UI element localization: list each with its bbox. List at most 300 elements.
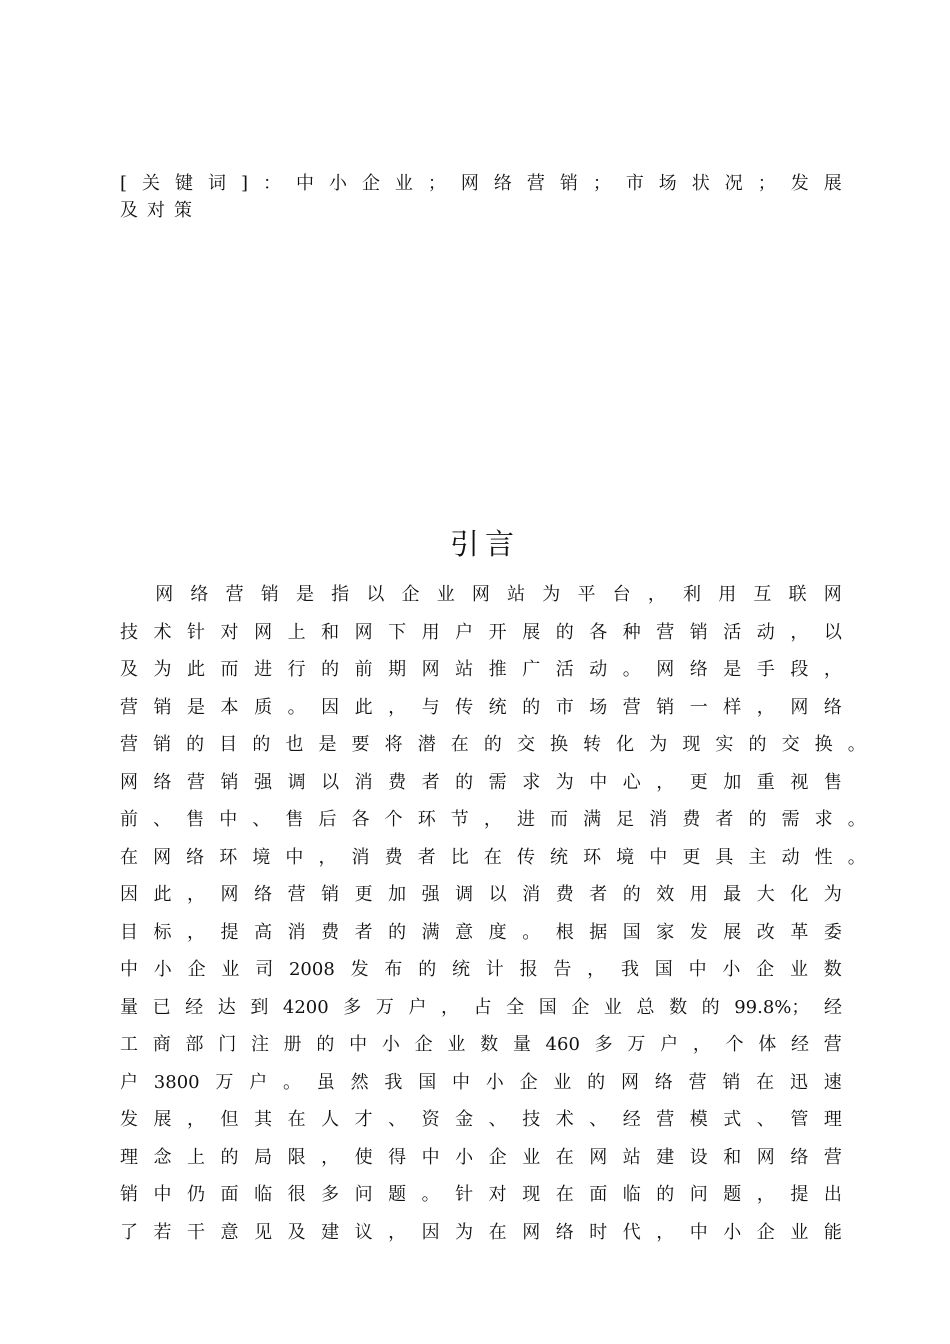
text-token: 本: [220, 696, 239, 718]
text-token: 况: [724, 173, 743, 194]
text-token: 售: [186, 809, 205, 830]
text-token: 网: [153, 846, 172, 868]
text-token: 术: [153, 621, 172, 643]
text-token: 小: [381, 1034, 400, 1055]
text-token: 因: [321, 696, 340, 718]
text-token: 、: [153, 809, 172, 830]
text-token: ，: [388, 1221, 407, 1243]
text-token: 网: [656, 659, 675, 680]
text-token: 心: [622, 771, 641, 793]
text-token: 占: [473, 996, 492, 1018]
body-line: [120, 801, 866, 839]
text-token: 、: [252, 809, 271, 830]
text-token: 据: [589, 921, 608, 943]
body-line: [120, 764, 842, 802]
text-token: 上: [287, 621, 306, 643]
text-token: 业: [394, 173, 413, 194]
text-token: 模: [689, 1109, 708, 1130]
text-token: 络: [823, 696, 842, 718]
text-token: 的: [321, 659, 340, 680]
text-token: 换: [550, 734, 569, 755]
text-token: 的: [701, 996, 720, 1018]
text-token: 户: [660, 1034, 679, 1055]
body-line: [120, 989, 842, 1027]
text-token: 传: [516, 846, 535, 868]
text-token: 质: [254, 696, 273, 718]
text-token: 技: [522, 1109, 541, 1130]
text-token: 量: [120, 996, 138, 1018]
text-token: 络: [555, 1221, 574, 1243]
text-token: 而: [220, 659, 239, 680]
text-token: ，: [187, 921, 206, 943]
text-token: 业: [553, 1071, 572, 1093]
text-token: 题: [723, 1184, 742, 1205]
text-token: 的: [418, 959, 437, 980]
text-token: 费: [321, 921, 340, 943]
text-token: ，: [483, 809, 502, 830]
text-token: 在: [555, 1146, 574, 1168]
text-token: 问: [689, 1184, 708, 1205]
body-line: [120, 914, 842, 952]
text-token: 营: [120, 696, 138, 718]
keywords-line-2: [120, 197, 842, 224]
text-token: [: [120, 173, 128, 194]
text-token: 2008: [288, 959, 335, 980]
text-token: 经: [791, 1034, 810, 1055]
text-token: 发: [350, 959, 369, 980]
text-token: 中: [219, 809, 238, 830]
text-token: 的: [748, 734, 767, 755]
text-token: ，: [823, 659, 842, 680]
text-token: 强: [421, 884, 440, 905]
text-token: 的: [186, 734, 205, 755]
text-token: 活: [555, 659, 574, 680]
text-token: 然: [350, 1071, 369, 1093]
text-token: 是: [295, 584, 314, 605]
text-token: 环: [583, 846, 602, 868]
text-token: 但: [220, 1109, 239, 1130]
text-token: 册: [283, 1034, 302, 1055]
text-token: 门: [218, 1034, 237, 1055]
text-token: 改: [756, 921, 775, 943]
text-token: 词: [207, 173, 226, 194]
text-token: 、: [589, 1109, 608, 1130]
text-token: 平: [577, 584, 596, 605]
body-line: [120, 839, 866, 877]
text-token: 目: [120, 921, 138, 943]
text-token: ；: [592, 173, 611, 194]
text-token: 售: [285, 809, 304, 830]
text-token: 潜: [417, 734, 436, 755]
text-token: 站: [507, 584, 526, 605]
text-token: 和: [723, 1146, 742, 1168]
body-line: [120, 1176, 842, 1214]
text-token: 的: [220, 1146, 239, 1168]
text-token: 最: [723, 884, 742, 905]
text-token: 时: [589, 1221, 608, 1243]
text-token: 目: [219, 734, 238, 755]
body-line: [120, 576, 842, 614]
text-token: 消: [354, 771, 373, 793]
text-token: 我: [384, 1071, 403, 1093]
text-token: 加: [723, 771, 742, 793]
text-token: 布: [384, 959, 403, 980]
text-token: 销: [120, 1184, 138, 1205]
text-token: 统: [451, 959, 470, 980]
text-token: 面: [220, 1184, 239, 1205]
text-token: 革: [790, 921, 809, 943]
text-token: 在: [488, 1221, 507, 1243]
text-token: 动: [781, 846, 800, 868]
text-token: 商: [152, 1034, 171, 1055]
text-token: 强: [254, 771, 273, 793]
text-token: 消: [287, 921, 306, 943]
text-token: 视: [790, 771, 809, 793]
text-token: 更: [682, 846, 701, 868]
text-token: 段: [790, 659, 809, 680]
text-token: 络: [689, 659, 708, 680]
text-token: 和: [321, 621, 340, 643]
text-token: 络: [493, 173, 512, 194]
text-token: 中: [421, 1146, 440, 1168]
text-token: 费: [384, 846, 403, 868]
text-token: 场: [589, 696, 608, 718]
text-token: 。: [847, 809, 866, 830]
text-token: 销: [559, 173, 578, 194]
text-token: 营: [287, 884, 306, 905]
body-line: [120, 1139, 842, 1177]
text-token: 销: [153, 696, 172, 718]
text-token: 度: [488, 921, 507, 943]
text-token: 更: [354, 884, 373, 905]
keywords-line-1: [120, 170, 842, 197]
keywords: [120, 170, 842, 224]
text-token: 。: [421, 1184, 440, 1205]
text-token: 行: [287, 659, 306, 680]
text-token: 虽: [316, 1071, 335, 1093]
text-token: 求: [814, 809, 833, 830]
text-token: 速: [823, 1071, 842, 1093]
text-token: 的: [483, 734, 502, 755]
text-token: 在: [756, 1071, 775, 1093]
text-token: 将: [384, 734, 403, 755]
text-token: 重: [756, 771, 775, 793]
text-token: 告: [553, 959, 572, 980]
text-token: 体: [758, 1034, 777, 1055]
text-token: 。: [847, 734, 866, 755]
text-token: 费: [388, 771, 407, 793]
text-token: 后: [318, 809, 337, 830]
body-line: [120, 1064, 842, 1102]
text-token: [120, 576, 138, 614]
text-token: 量: [512, 1034, 531, 1055]
text-token: 费: [555, 884, 574, 905]
text-token: 企: [756, 1221, 775, 1243]
text-token: 企: [571, 996, 590, 1018]
text-token: 营: [656, 621, 675, 643]
text-token: 境: [616, 846, 635, 868]
text-token: 的: [622, 884, 641, 905]
text-token: 营: [120, 734, 138, 755]
body-line: [120, 726, 866, 764]
text-token: 中: [153, 1184, 172, 1205]
text-token: 活: [723, 621, 742, 643]
text-token: 进: [254, 659, 273, 680]
text-token: 期: [388, 659, 407, 680]
text-token: 到: [250, 996, 269, 1018]
text-token: 境: [252, 846, 271, 868]
text-token: 业: [436, 584, 455, 605]
text-token: 式: [723, 1109, 742, 1130]
text-token: 小: [723, 1221, 742, 1243]
text-token: 以: [321, 771, 340, 793]
text-token: 网: [220, 884, 239, 905]
text-token: 传: [455, 696, 474, 718]
text-token: 网: [460, 173, 479, 194]
text-token: 交: [516, 734, 535, 755]
text-token: 一: [689, 696, 708, 718]
text-token: 的: [316, 1034, 335, 1055]
text-token: 者: [354, 921, 373, 943]
text-token: 上: [187, 1146, 206, 1168]
text-token: 小: [455, 1146, 474, 1168]
text-token: 国: [622, 921, 641, 943]
text-token: 销: [722, 1071, 741, 1093]
text-token: 为: [153, 659, 172, 680]
text-token: 与: [421, 696, 440, 718]
text-token: 需: [488, 771, 507, 793]
text-token: 者: [417, 846, 436, 868]
text-token: 人: [321, 1109, 340, 1130]
text-token: 动: [756, 621, 775, 643]
text-token: 费: [682, 809, 701, 830]
text-token: ；: [757, 173, 776, 194]
text-token: 效: [656, 884, 675, 905]
text-token: ，: [656, 1221, 675, 1243]
text-token: 现: [522, 1184, 541, 1205]
text-token: 经: [823, 996, 842, 1018]
text-token: 99.8%；: [734, 996, 810, 1018]
text-token: 、: [488, 1109, 507, 1130]
text-token: 交: [781, 734, 800, 755]
text-token: 络: [190, 584, 209, 605]
text-token: 针: [455, 1184, 474, 1205]
text-token: 数: [480, 1034, 499, 1055]
text-token: 。: [522, 921, 541, 943]
text-token: ：: [262, 173, 281, 194]
text-token: 术: [555, 1109, 574, 1130]
text-token: 此: [187, 659, 206, 680]
text-token: 营: [526, 173, 545, 194]
text-token: 全: [506, 996, 525, 1018]
text-token: 站: [622, 1146, 641, 1168]
text-token: 要: [351, 734, 370, 755]
text-token: ，: [692, 1034, 711, 1055]
text-token: 求: [522, 771, 541, 793]
text-token: 推: [488, 659, 507, 680]
body-line: [120, 689, 842, 727]
text-token: 限: [287, 1146, 306, 1168]
text-token: 营: [225, 584, 244, 605]
text-token: 性: [814, 846, 833, 868]
text-token: 的: [252, 734, 271, 755]
text-token: 利: [683, 584, 701, 605]
text-token: 经: [622, 1109, 641, 1130]
text-token: 仍: [187, 1184, 206, 1205]
text-token: 理: [823, 1109, 842, 1130]
text-token: 而: [550, 809, 569, 830]
text-token: 网: [254, 621, 273, 643]
text-token: 营: [823, 1146, 842, 1168]
text-token: 面: [589, 1184, 608, 1205]
text-token: 我: [620, 959, 639, 980]
text-token: 出: [823, 1184, 842, 1205]
text-token: 互: [753, 584, 772, 605]
text-token: 化: [790, 884, 809, 905]
text-token: 络: [186, 846, 205, 868]
text-token: 多: [594, 1034, 613, 1055]
text-token: 营: [656, 1109, 675, 1130]
text-token: 网: [756, 1146, 775, 1168]
text-token: 现: [682, 734, 701, 755]
text-token: 问: [354, 1184, 373, 1205]
text-token: 能: [823, 1221, 842, 1243]
text-token: 发: [120, 1109, 138, 1130]
text-token: 工: [120, 1034, 138, 1055]
text-token: ，: [647, 584, 666, 605]
text-token: 。: [622, 659, 641, 680]
text-token: 。: [283, 1071, 301, 1093]
text-token: 前: [354, 659, 373, 680]
text-token: 的: [388, 921, 407, 943]
text-token: 用: [689, 884, 708, 905]
text-token: 多: [343, 996, 362, 1018]
text-token: 企: [187, 959, 206, 980]
text-token: 网: [155, 584, 174, 605]
text-token: ，: [587, 959, 606, 980]
text-token: 展: [723, 921, 742, 943]
text-token: 在: [483, 846, 502, 868]
text-token: 中: [120, 959, 138, 980]
text-token: 及: [287, 1221, 306, 1243]
text-token: 络: [790, 1146, 809, 1168]
text-token: 前: [120, 809, 138, 830]
text-token: 数: [669, 996, 688, 1018]
text-token: 市: [625, 173, 644, 194]
text-token: 消: [649, 809, 668, 830]
text-token: 为: [455, 1221, 474, 1243]
body-line: [120, 1214, 842, 1252]
text-token: 业: [522, 1146, 541, 1168]
text-token: 销: [689, 621, 708, 643]
text-token: 小: [328, 173, 347, 194]
text-token: 比: [450, 846, 469, 868]
text-token: 开: [488, 621, 507, 643]
text-token: 展: [522, 621, 541, 643]
text-token: 意: [220, 1221, 239, 1243]
text-token: 中: [285, 846, 304, 868]
text-token: 技: [120, 621, 138, 643]
text-token: 提: [790, 1184, 809, 1205]
text-token: 对: [147, 200, 165, 221]
text-token: 中: [349, 1034, 368, 1055]
text-token: 络: [254, 884, 273, 905]
text-token: 满: [583, 809, 602, 830]
text-token: ]: [240, 173, 248, 194]
section-title: 引言: [449, 527, 520, 561]
text-token: 调: [455, 884, 474, 905]
text-token: ，: [388, 696, 407, 718]
text-token: 指: [331, 584, 350, 605]
text-token: 中: [649, 846, 668, 868]
text-token: 的: [455, 771, 474, 793]
text-token: 消: [351, 846, 370, 868]
text-token: 。: [847, 846, 866, 868]
text-token: 为: [542, 584, 561, 605]
text-token: 种: [622, 621, 641, 643]
text-token: 中: [688, 959, 707, 980]
text-token: ，: [756, 696, 775, 718]
text-token: 台: [612, 584, 631, 605]
text-token: 网: [354, 621, 373, 643]
text-token: 议: [354, 1221, 373, 1243]
text-token: 业: [221, 959, 240, 980]
text-token: 关: [142, 173, 161, 194]
text-token: 临: [254, 1184, 273, 1205]
text-token: 以: [488, 884, 507, 905]
text-token: 加: [388, 884, 407, 905]
text-token: 题: [388, 1184, 407, 1205]
text-token: 以: [366, 584, 385, 605]
text-token: 网: [421, 659, 440, 680]
text-token: 主: [748, 846, 767, 868]
text-token: 的: [522, 696, 541, 718]
text-token: 在: [450, 734, 469, 755]
text-token: 者: [715, 809, 734, 830]
text-token: 实: [715, 734, 734, 755]
text-token: 是: [723, 659, 742, 680]
text-token: ，: [756, 1184, 775, 1205]
text-token: 各: [351, 809, 370, 830]
text-token: 部: [185, 1034, 204, 1055]
text-token: 、: [756, 1109, 775, 1130]
text-token: 、: [388, 1109, 407, 1130]
text-token: 的: [748, 809, 767, 830]
text-token: 转: [583, 734, 602, 755]
body-line: [120, 1101, 842, 1139]
text-token: 企: [401, 584, 420, 605]
text-token: 更: [689, 771, 708, 793]
text-token: 企: [488, 1146, 507, 1168]
text-token: 个: [725, 1034, 744, 1055]
text-token: 才: [354, 1109, 373, 1130]
text-token: 网: [120, 771, 138, 793]
text-token: 3800: [153, 1071, 200, 1093]
text-token: 中: [451, 1071, 470, 1093]
text-token: 者: [421, 771, 440, 793]
text-token: 见: [254, 1221, 273, 1243]
text-token: 万: [627, 1034, 646, 1055]
text-token: 也: [285, 734, 304, 755]
text-token: 高: [254, 921, 273, 943]
text-token: 及: [120, 659, 138, 680]
text-token: 手: [756, 659, 775, 680]
text-token: 销: [321, 884, 340, 905]
text-token: 键: [175, 173, 193, 194]
text-token: 经: [185, 996, 204, 1018]
text-token: 若: [153, 1221, 172, 1243]
text-token: 的: [587, 1071, 606, 1093]
